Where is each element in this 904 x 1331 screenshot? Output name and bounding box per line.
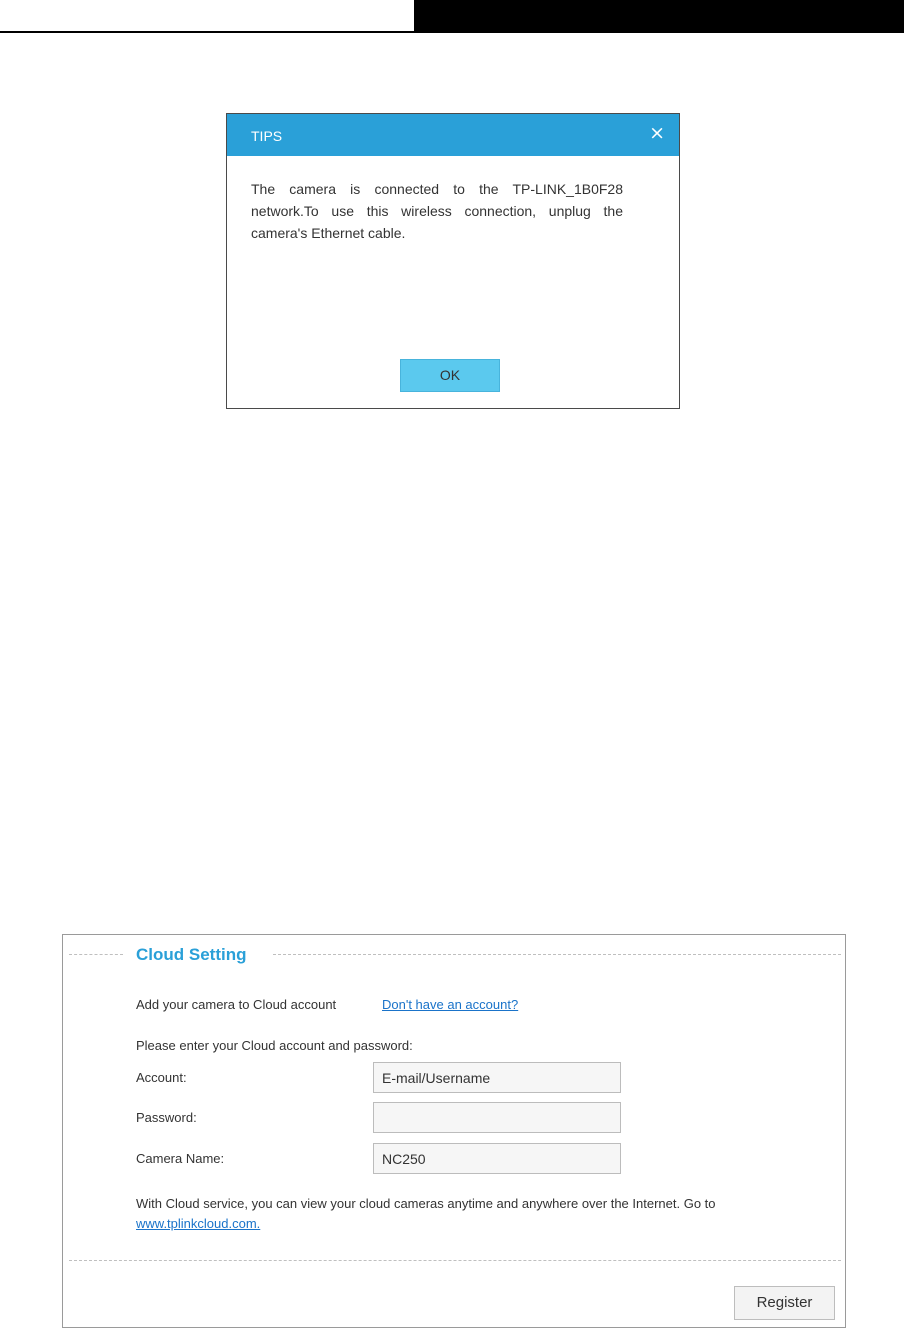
enter-credentials-prompt: Please enter your Cloud account and password: [136, 1038, 413, 1053]
header-black-bar [414, 0, 904, 33]
footer-divider [69, 1260, 841, 1261]
account-input[interactable] [373, 1062, 621, 1093]
no-account-link[interactable]: Don't have an account? [382, 997, 519, 1012]
tips-dialog-title: TIPS [251, 128, 283, 144]
legend-divider-left [69, 954, 123, 955]
register-button[interactable]: Register [734, 1286, 835, 1320]
ok-button[interactable]: OK [400, 359, 500, 392]
password-input[interactable] [373, 1102, 621, 1133]
camera-name-input[interactable] [373, 1143, 621, 1174]
header-rule [0, 31, 414, 33]
camera-name-label: Camera Name: [136, 1151, 225, 1166]
password-label: Password: [136, 1110, 197, 1125]
add-camera-text: Add your camera to Cloud account [136, 997, 337, 1012]
tplinkcloud-link[interactable]: www.tplinkcloud.com. [136, 1216, 261, 1231]
legend-divider-right [273, 954, 841, 955]
cloud-info-text: With Cloud service, you can view your cloud cameras anytime and anywhere over the Internet. Go to [136, 1196, 716, 1211]
cloud-setting-panel [62, 934, 846, 1328]
cloud-setting-title: Cloud Setting [136, 945, 247, 964]
tips-dialog-message: The camera is connected to the TP-LINK_1B0F28 network.To use this wireless connection, unplug the camera's Ethernet cable. [251, 181, 623, 241]
tips-dialog [226, 113, 680, 409]
tips-dialog-header [227, 114, 679, 156]
close-icon[interactable]: × [649, 122, 665, 144]
account-label: Account: [136, 1070, 187, 1085]
